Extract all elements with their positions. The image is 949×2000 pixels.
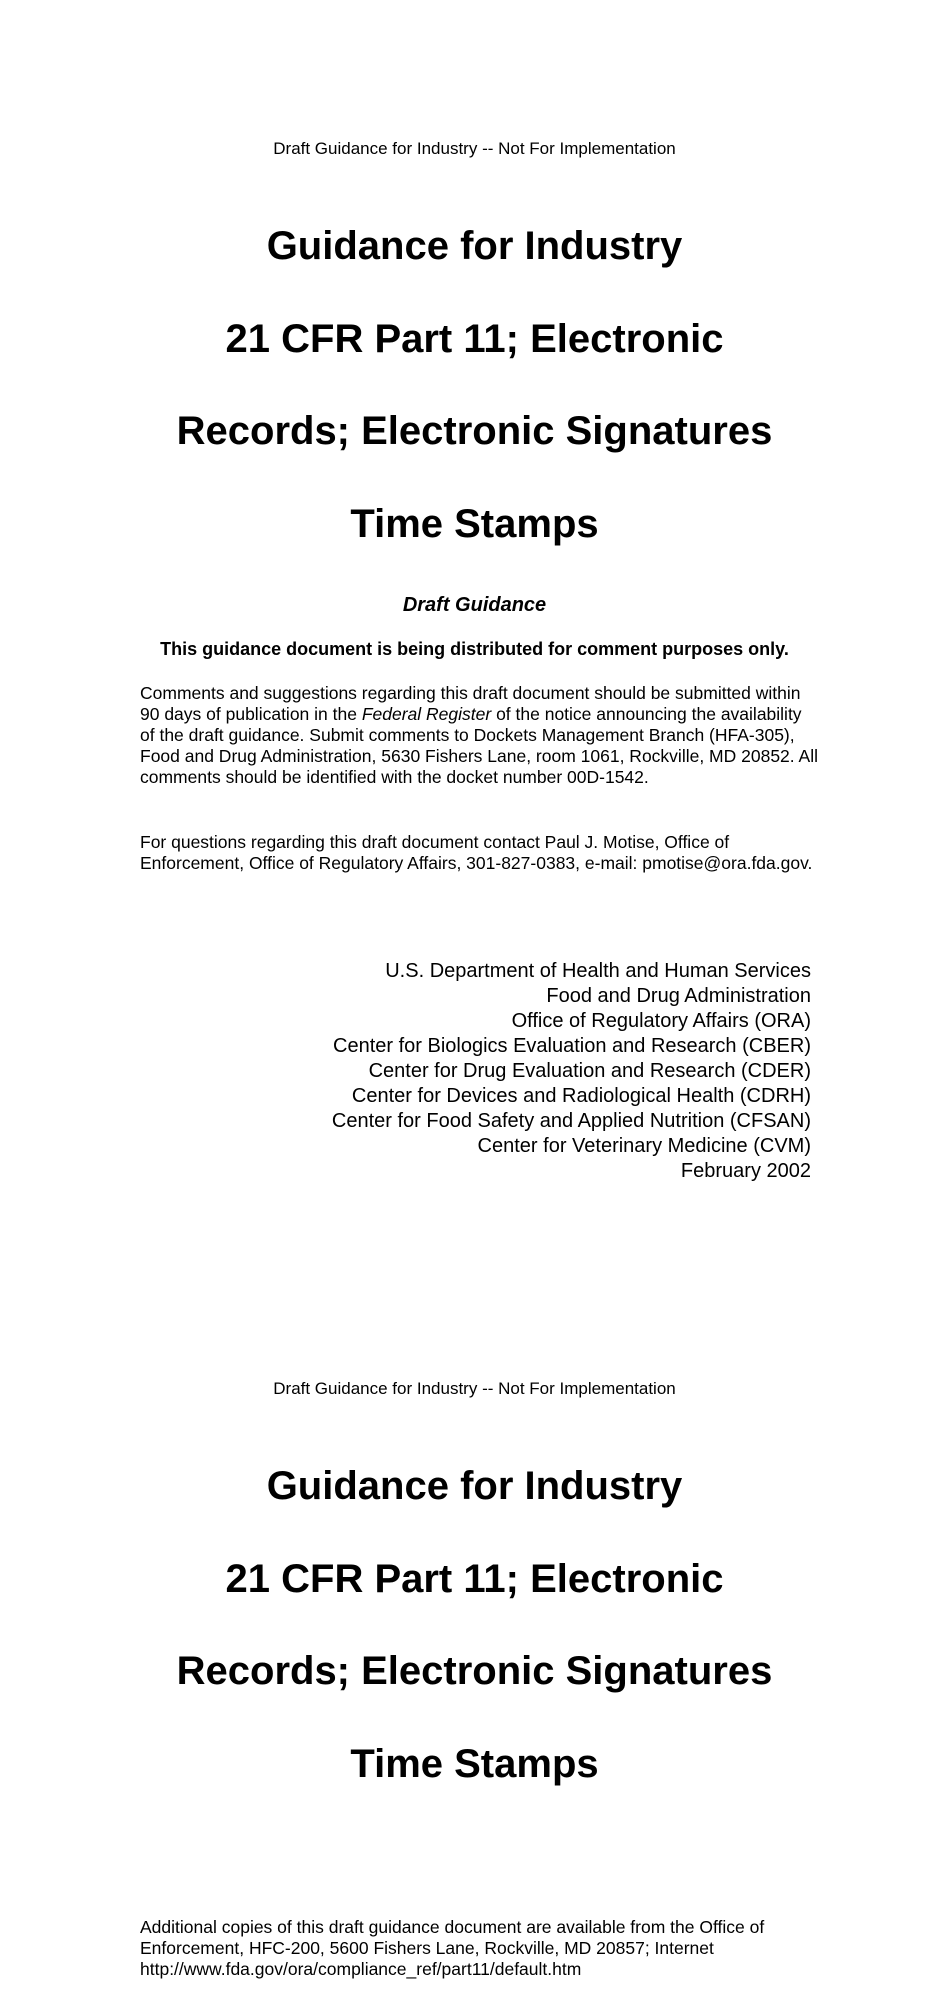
org-hhs: U.S. Department of Health and Human Services — [385, 960, 811, 982]
page-header: Draft Guidance for Industry -- Not For Implementation — [273, 139, 676, 158]
document-page-2 — [0, 1240, 949, 2000]
draft-guidance-subtitle: Draft Guidance — [402, 594, 547, 616]
org-cfsan: Center for Food Safety and Applied Nutrition (CFSAN) — [331, 1110, 811, 1132]
issuing-organizations — [211, 959, 811, 1184]
document-title-line-1: Guidance for Industry — [266, 1464, 683, 1508]
org-cber: Center for Biologics Evaluation and Research (CBER) — [333, 1035, 811, 1057]
org-cdrh: Center for Devices and Radiological Health (CDRH) — [351, 1085, 811, 1107]
org-fda: Food and Drug Administration — [546, 985, 811, 1007]
org-cvm: Center for Veterinary Medicine (CVM) — [477, 1135, 811, 1157]
document-title-line-4: Time Stamps — [350, 1742, 599, 1786]
comments-paragraph: Comments and suggestions regarding this draft document should be submitted within 90 days of publication in the Federal Register of the notice announcing the availability of the draft guidance. Submit comments to Dockets Management Branch (HFA-305), Food and Drug Administration, 5630 Fishers Lane, room 1061, Rockville, MD 20852. All comments should be identified with the docket number 00D-1542. — [140, 683, 818, 787]
org-ora: Office of Regulatory Affairs (ORA) — [511, 1010, 811, 1032]
page-header: Draft Guidance for Industry -- Not For Implementation — [273, 1379, 676, 1398]
additional-copies-paragraph: Additional copies of this draft guidance document are available from the Office of Enforcement, HFC-200, 5600 Fishers Lane, Rockville, MD 20857; Internet http://www.fda.gov/ora/compliance_ref/part11/default.htm — [140, 1917, 765, 1979]
document-title-line-3: Records; Electronic Signatures — [176, 1649, 773, 1693]
document-title-line-2: 21 CFR Part 11; Electronic — [225, 317, 724, 361]
document-title-line-3: Records; Electronic Signatures — [176, 409, 773, 453]
document-title-line-2: 21 CFR Part 11; Electronic — [225, 1557, 724, 1601]
document-title-line-1: Guidance for Industry — [266, 224, 683, 268]
federal-register-italic: Federal Register — [361, 704, 492, 724]
questions-paragraph: For questions regarding this draft document contact Paul J. Motise, Office of Enforcement, Office of Regulatory Affairs, 301-827-0383, e-mail: pmotise@ora.fda.gov. — [140, 832, 813, 873]
document-title-line-4: Time Stamps — [350, 502, 599, 546]
publication-date: February 2002 — [680, 1160, 811, 1182]
org-cder: Center for Drug Evaluation and Research (CDER) — [368, 1060, 811, 1082]
comment-purposes-notice: This guidance document is being distributed for comment purposes only. — [160, 639, 789, 659]
